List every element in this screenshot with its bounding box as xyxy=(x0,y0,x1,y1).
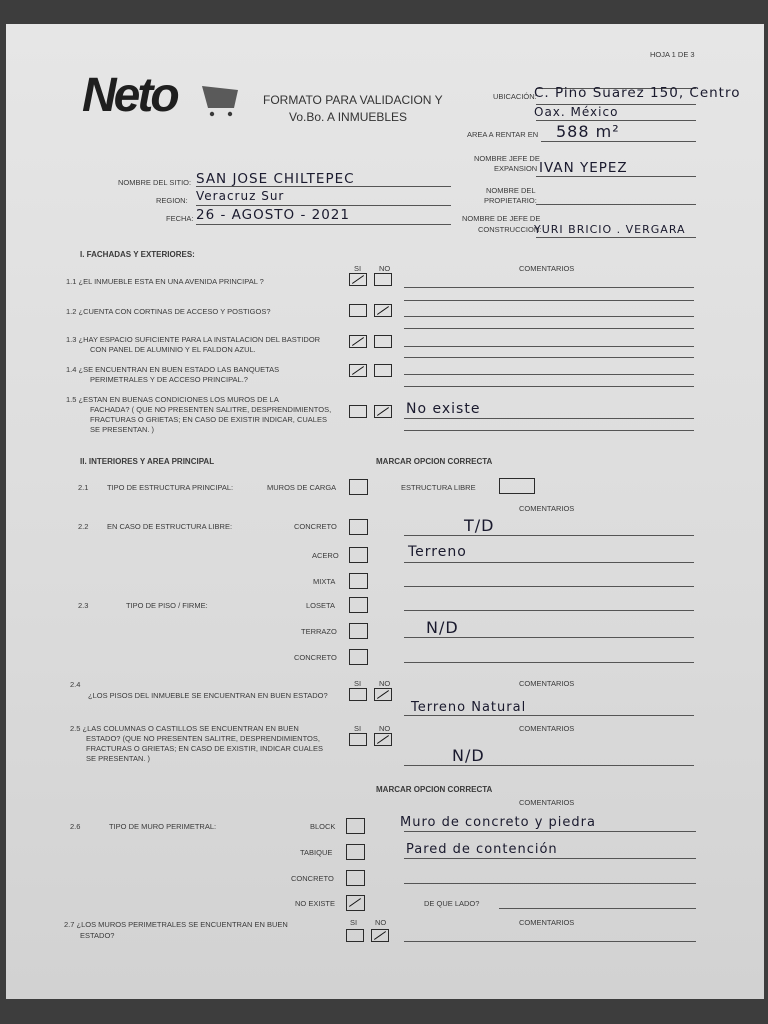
q2-5-a: 2.5 ¿LAS COLUMNAS O CASTILLOS SE ENCUENTRAN EN BUEN xyxy=(70,724,299,733)
acero-label: ACERO xyxy=(312,551,339,560)
fecha-label: FECHA: xyxy=(166,214,194,223)
estructura-libre-label: ESTRUCTURA LIBRE xyxy=(401,483,476,492)
concreto-label: CONCRETO xyxy=(294,522,337,531)
logo-text: Neto xyxy=(82,69,177,122)
q1-5-b: FACHADA? ( QUE NO PRESENTEN SALITRE, DESPRENDIMIENTOS, xyxy=(90,405,332,414)
sitio-label: NOMBRE DEL SITIO: xyxy=(118,178,192,187)
q2-3-comment: N/D xyxy=(426,618,459,637)
comentarios-2-7: COMENTARIOS xyxy=(519,918,575,927)
jefe-construccion-label-2: CONSTRUCCION: xyxy=(478,225,542,234)
q1-2-si-checkbox[interactable] xyxy=(349,304,367,317)
q2-4-num: 2.4 xyxy=(70,680,81,689)
q2-1-num: 2.1 xyxy=(78,483,89,492)
sitio-value: SAN JOSE CHILTEPEC xyxy=(196,171,355,187)
propietario-label-2: PROPIETARIO: xyxy=(484,196,537,205)
concreto-checkbox[interactable] xyxy=(349,519,368,535)
jefe-expansion-label-2: EXPANSION xyxy=(494,164,538,173)
q2-7-b: ESTADO? xyxy=(80,931,115,940)
muros-carga-label: MUROS DE CARGA xyxy=(267,483,337,492)
si-header: SI xyxy=(354,264,362,273)
q2-4-comment: Terreno Natural xyxy=(411,700,527,715)
q1-3-a: 1.3 ¿HAY ESPACIO SUFICIENTE PARA LA INSTALACION DEL BASTIDOR xyxy=(66,335,321,344)
marcar-opcion-1: MARCAR OPCION CORRECTA xyxy=(376,457,493,466)
mixta-checkbox[interactable] xyxy=(349,573,368,589)
form-title-line1: FORMATO PARA VALIDACION Y xyxy=(263,93,443,107)
cart-icon xyxy=(200,82,240,118)
no-header-2-7: NO xyxy=(375,918,387,927)
concreto-2-label: CONCRETO xyxy=(294,653,337,662)
q1-3-b: CON PANEL DE ALUMINIO Y EL FALDON AZUL. xyxy=(90,345,256,354)
page-label: HOJA 1 DE 3 xyxy=(650,50,695,59)
q1-4-b: PERIMETRALES Y DE ACCESO PRINCIPAL.? xyxy=(90,375,248,384)
region-value: Veracruz Sur xyxy=(196,189,285,203)
q2-4-no-checkbox[interactable] xyxy=(374,688,392,701)
q2-5-comment: N/D xyxy=(452,746,485,765)
q2-4-si-checkbox[interactable] xyxy=(349,688,367,701)
q1-1-si-checkbox[interactable] xyxy=(349,273,367,286)
q1-5-c: FRACTURAS O GRIETAS; EN CASO DE EXISTIR INDICAR, CUALES xyxy=(90,415,327,424)
comentarios-2-5: COMENTARIOS xyxy=(519,724,575,733)
q2-3: TIPO DE PISO / FIRME: xyxy=(126,601,208,610)
comentarios-2-2: COMENTARIOS xyxy=(519,504,575,513)
comentarios-header: COMENTARIOS xyxy=(519,264,575,273)
q2-7-si-checkbox[interactable] xyxy=(346,929,364,942)
jefe-construccion-label-1: NOMBRE DE JEFE DE xyxy=(462,214,541,223)
de-que-lado-label: DE QUE LADO? xyxy=(424,899,480,908)
no-existe-checkbox[interactable] xyxy=(346,895,365,911)
no-existe-label: NO EXISTE xyxy=(295,899,336,908)
q1-5-a: 1.5 ¿ESTAN EN BUENAS CONDICIONES LOS MUROS DE LA xyxy=(66,395,279,404)
q2-7-a: 2.7 ¿LOS MUROS PERIMETRALES SE ENCUENTRAN EN BUEN xyxy=(64,920,288,929)
q2-2-comment-2: Terreno xyxy=(408,544,467,560)
terrazo-checkbox[interactable] xyxy=(349,623,368,639)
fecha-value: 26 - AGOSTO - 2021 xyxy=(196,207,350,223)
estructura-libre-checkbox[interactable] xyxy=(499,478,535,494)
q1-5-no-checkbox[interactable] xyxy=(374,405,392,418)
muros-carga-checkbox[interactable] xyxy=(349,479,368,495)
area-label: AREA A RENTAR EN xyxy=(467,130,539,139)
ubicacion-value-2: Oax. México xyxy=(534,105,619,119)
jefe-expansion-label-1: NOMBRE JEFE DE xyxy=(474,154,540,163)
q2-2: EN CASO DE ESTRUCTURA LIBRE: xyxy=(107,522,233,531)
q1-1-no-checkbox[interactable] xyxy=(374,273,392,286)
q1-5-comment: No existe xyxy=(406,401,481,417)
q2-5-c: FRACTURAS O GRIETAS; EN CASO DE EXISTIR, INDICAR CUALES xyxy=(86,744,323,753)
q1-4-no-checkbox[interactable] xyxy=(374,364,392,377)
si-header-2-4: SI xyxy=(354,679,362,688)
q1-3-no-checkbox[interactable] xyxy=(374,335,392,348)
q1-2-no-checkbox[interactable] xyxy=(374,304,392,317)
q1-4-si-checkbox[interactable] xyxy=(349,364,367,377)
q1-1: 1.1 ¿EL INMUEBLE ESTA EN UNA AVENIDA PRINCIPAL ? xyxy=(66,277,264,286)
q2-6-comment-1: Muro de concreto y piedra xyxy=(400,815,596,830)
jefe-construccion-value: YURI BRICIO . VERGARA xyxy=(534,223,686,236)
tabique-checkbox[interactable] xyxy=(346,844,365,860)
q2-6: TIPO DE MURO PERIMETRAL: xyxy=(109,822,217,831)
terrazo-label: TERRAZO xyxy=(301,627,337,636)
comentarios-2-4: COMENTARIOS xyxy=(519,679,575,688)
tabique-label: TABIQUE xyxy=(300,848,333,857)
section1-title: I. FACHADAS Y EXTERIORES: xyxy=(80,250,195,259)
form-sheet xyxy=(6,24,764,999)
q1-5-d: SE PRESENTAN. ) xyxy=(90,425,155,434)
q2-5-si-checkbox[interactable] xyxy=(349,733,367,746)
acero-checkbox[interactable] xyxy=(349,547,368,563)
loseta-label: LOSETA xyxy=(306,601,336,610)
no-header: NO xyxy=(379,264,391,273)
neto-logo xyxy=(82,68,177,123)
q2-2-num: 2.2 xyxy=(78,522,89,531)
q2-1: TIPO DE ESTRUCTURA PRINCIPAL: xyxy=(107,483,234,492)
q2-2-comment-1: T/D xyxy=(464,516,495,535)
q2-6-comment-2: Pared de contención xyxy=(406,842,558,857)
jefe-expansion-value: IVAN YEPEZ xyxy=(539,160,628,176)
q2-3-num: 2.3 xyxy=(78,601,89,610)
q1-5-si-checkbox[interactable] xyxy=(349,405,367,418)
q2-5-d: SE PRESENTAN. ) xyxy=(86,754,151,763)
q2-5-no-checkbox[interactable] xyxy=(374,733,392,746)
ubicacion-value-1: C. Pino Suarez 150, Centro xyxy=(534,85,741,101)
q1-3-si-checkbox[interactable] xyxy=(349,335,367,348)
no-header-2-5: NO xyxy=(379,724,391,733)
concreto-3-checkbox[interactable] xyxy=(346,870,365,886)
loseta-checkbox[interactable] xyxy=(349,597,368,613)
q2-7-no-checkbox[interactable] xyxy=(371,929,389,942)
q2-6-num: 2.6 xyxy=(70,822,81,831)
marcar-opcion-2: MARCAR OPCION CORRECTA xyxy=(376,785,493,794)
si-header-2-5: SI xyxy=(354,724,362,733)
block-checkbox[interactable] xyxy=(346,818,365,834)
q1-2: 1.2 ¿CUENTA CON CORTINAS DE ACCESO Y POSTIGOS? xyxy=(66,307,271,316)
no-header-2-4: NO xyxy=(379,679,391,688)
section2-title: II. INTERIORES Y AREA PRINCIPAL xyxy=(80,457,215,466)
comentarios-2-6: COMENTARIOS xyxy=(519,798,575,807)
area-value: 588 m² xyxy=(556,122,620,141)
mixta-label: MIXTA xyxy=(313,577,336,586)
block-label: BLOCK xyxy=(310,822,336,831)
concreto-3-label: CONCRETO xyxy=(291,874,334,883)
ubicacion-label: UBICACIÓN: xyxy=(493,92,537,101)
q1-4-a: 1.4 ¿SE ENCUENTRAN EN BUEN ESTADO LAS BANQUETAS xyxy=(66,365,280,374)
propietario-label-1: NOMBRE DEL xyxy=(486,186,536,195)
region-label: REGION: xyxy=(156,196,188,205)
q2-4: ¿LOS PISOS DEL INMUEBLE SE ENCUENTRAN EN BUEN ESTADO? xyxy=(88,691,328,700)
si-header-2-7: SI xyxy=(350,918,358,927)
q2-5-b: ESTADO? (QUE NO PRESENTEN SALITRE, DESPRENDIMIENTOS, xyxy=(86,734,320,743)
concreto-2-checkbox[interactable] xyxy=(349,649,368,665)
form-title-line2: Vo.Bo. A INMUEBLES xyxy=(289,110,408,124)
